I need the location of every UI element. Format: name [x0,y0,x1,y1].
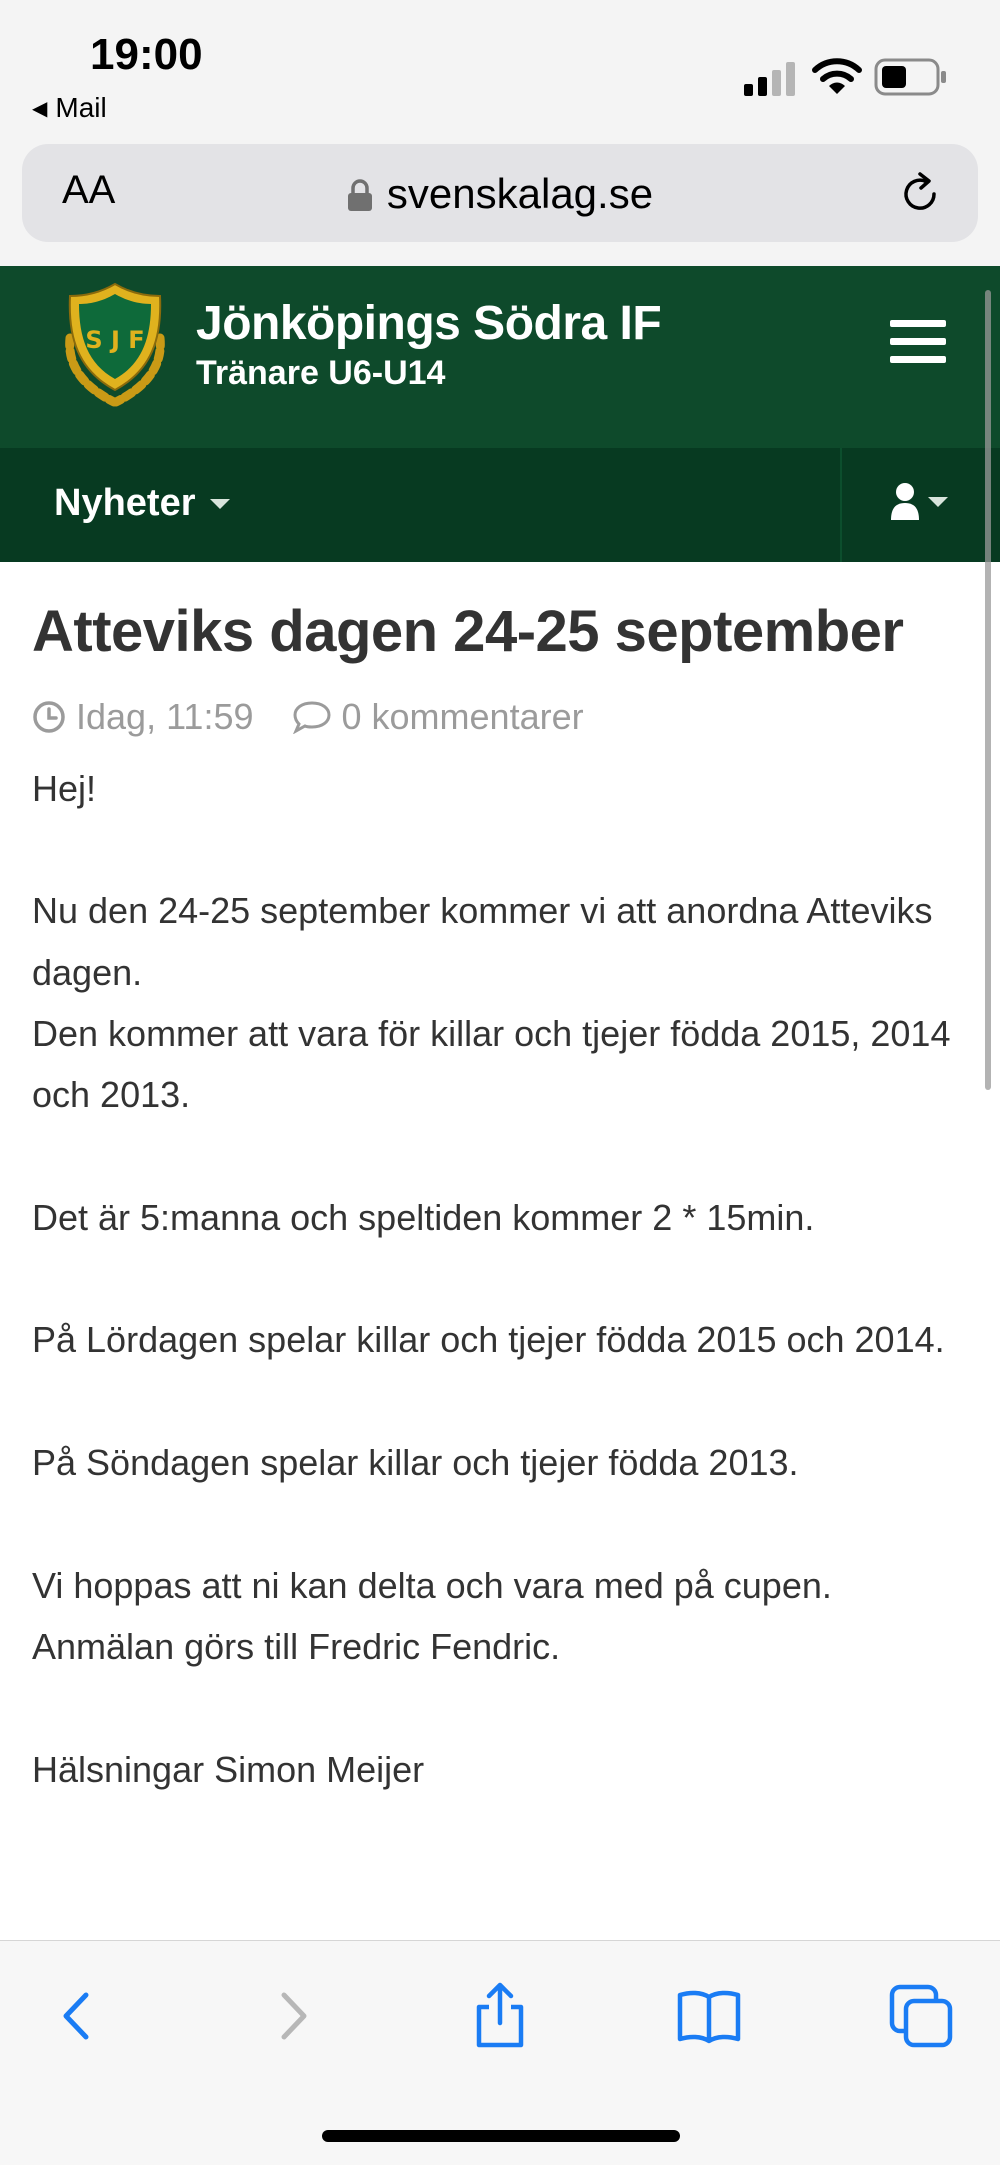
menu-hamburger-icon[interactable] [890,320,946,364]
article [32,600,962,1800]
back-to-mail-button[interactable] [32,92,107,124]
club-logo[interactable] [48,278,182,412]
wifi-icon [812,56,862,96]
lock-icon [347,178,373,212]
article-meta [32,696,962,738]
article-body [32,758,962,1800]
paragraph-greeting: Hej! [32,767,97,809]
status-time: 19:00 [90,30,203,79]
paragraph-signup-line2: Anmälan görs till Fredric Fendric. [32,1625,561,1667]
cellular-signal-icon [744,62,800,96]
battery-icon [874,58,948,96]
club-subtitle: Tränare U6-U14 [196,354,446,392]
reload-icon[interactable] [896,170,944,218]
article-title: Atteviks dagen 24-25 september [32,599,904,664]
text-size-button[interactable]: AA [62,168,116,212]
nav-news-label: Nyheter [54,482,196,524]
nav-divider [840,448,842,562]
paragraph-intro [32,880,962,1125]
logo-lettering: S J F [85,326,145,354]
comment-icon[interactable] [292,700,332,734]
site-header [0,266,1000,448]
comments-count[interactable]: 0 kommentarer [341,695,584,737]
back-app-label: Mail [55,92,107,123]
chevron-down-icon [928,497,948,507]
user-icon [890,482,920,522]
back-icon[interactable] [42,1981,112,2051]
back-triangle-icon: ◀ [32,97,48,120]
forward-icon[interactable] [258,1981,328,2051]
bookmarks-icon[interactable] [674,1981,744,2051]
home-indicator[interactable] [322,2130,680,2142]
paragraph-format: Det är 5:manna och speltiden kommer 2 * 15min. [32,1196,815,1238]
club-name[interactable]: Jönköpings Södra IF [196,297,662,350]
nav-bar [0,448,1000,562]
user-menu-dropdown[interactable] [890,482,948,522]
chevron-down-icon [210,499,230,509]
status-bar [0,0,1000,140]
paragraph-saturday: På Lördagen spelar killar och tjejer födda 2015 och 2014. [32,1319,945,1361]
safari-address-area [0,140,1000,266]
post-time: Idag, 11:59 [76,695,254,737]
paragraph-sunday: På Söndagen spelar killar och tjejer födda 2013. [32,1442,799,1484]
tabs-icon[interactable] [886,1981,956,2051]
page-scrollbar[interactable] [985,290,991,1090]
url-text: svenskalag.se [386,170,654,217]
clock-icon [32,700,66,734]
paragraph-signup-line1: Vi hoppas att ni kan delta och vara med på cupen. [32,1564,832,1606]
paragraph-signup [32,1555,962,1678]
nav-news-dropdown[interactable] [54,482,230,525]
paragraph-signature: Hälsningar Simon Meijer [32,1748,425,1790]
paragraph-intro-line2: Den kommer att vara för killar och tjejer födda 2015, 2014 och 2013. [32,1012,951,1116]
address-bar[interactable] [22,144,978,242]
paragraph-intro-line1: Nu den 24-25 september kommer vi att anordna Atteviks dagen. [32,890,933,993]
share-icon[interactable] [465,1981,535,2051]
url-field[interactable] [22,170,978,218]
